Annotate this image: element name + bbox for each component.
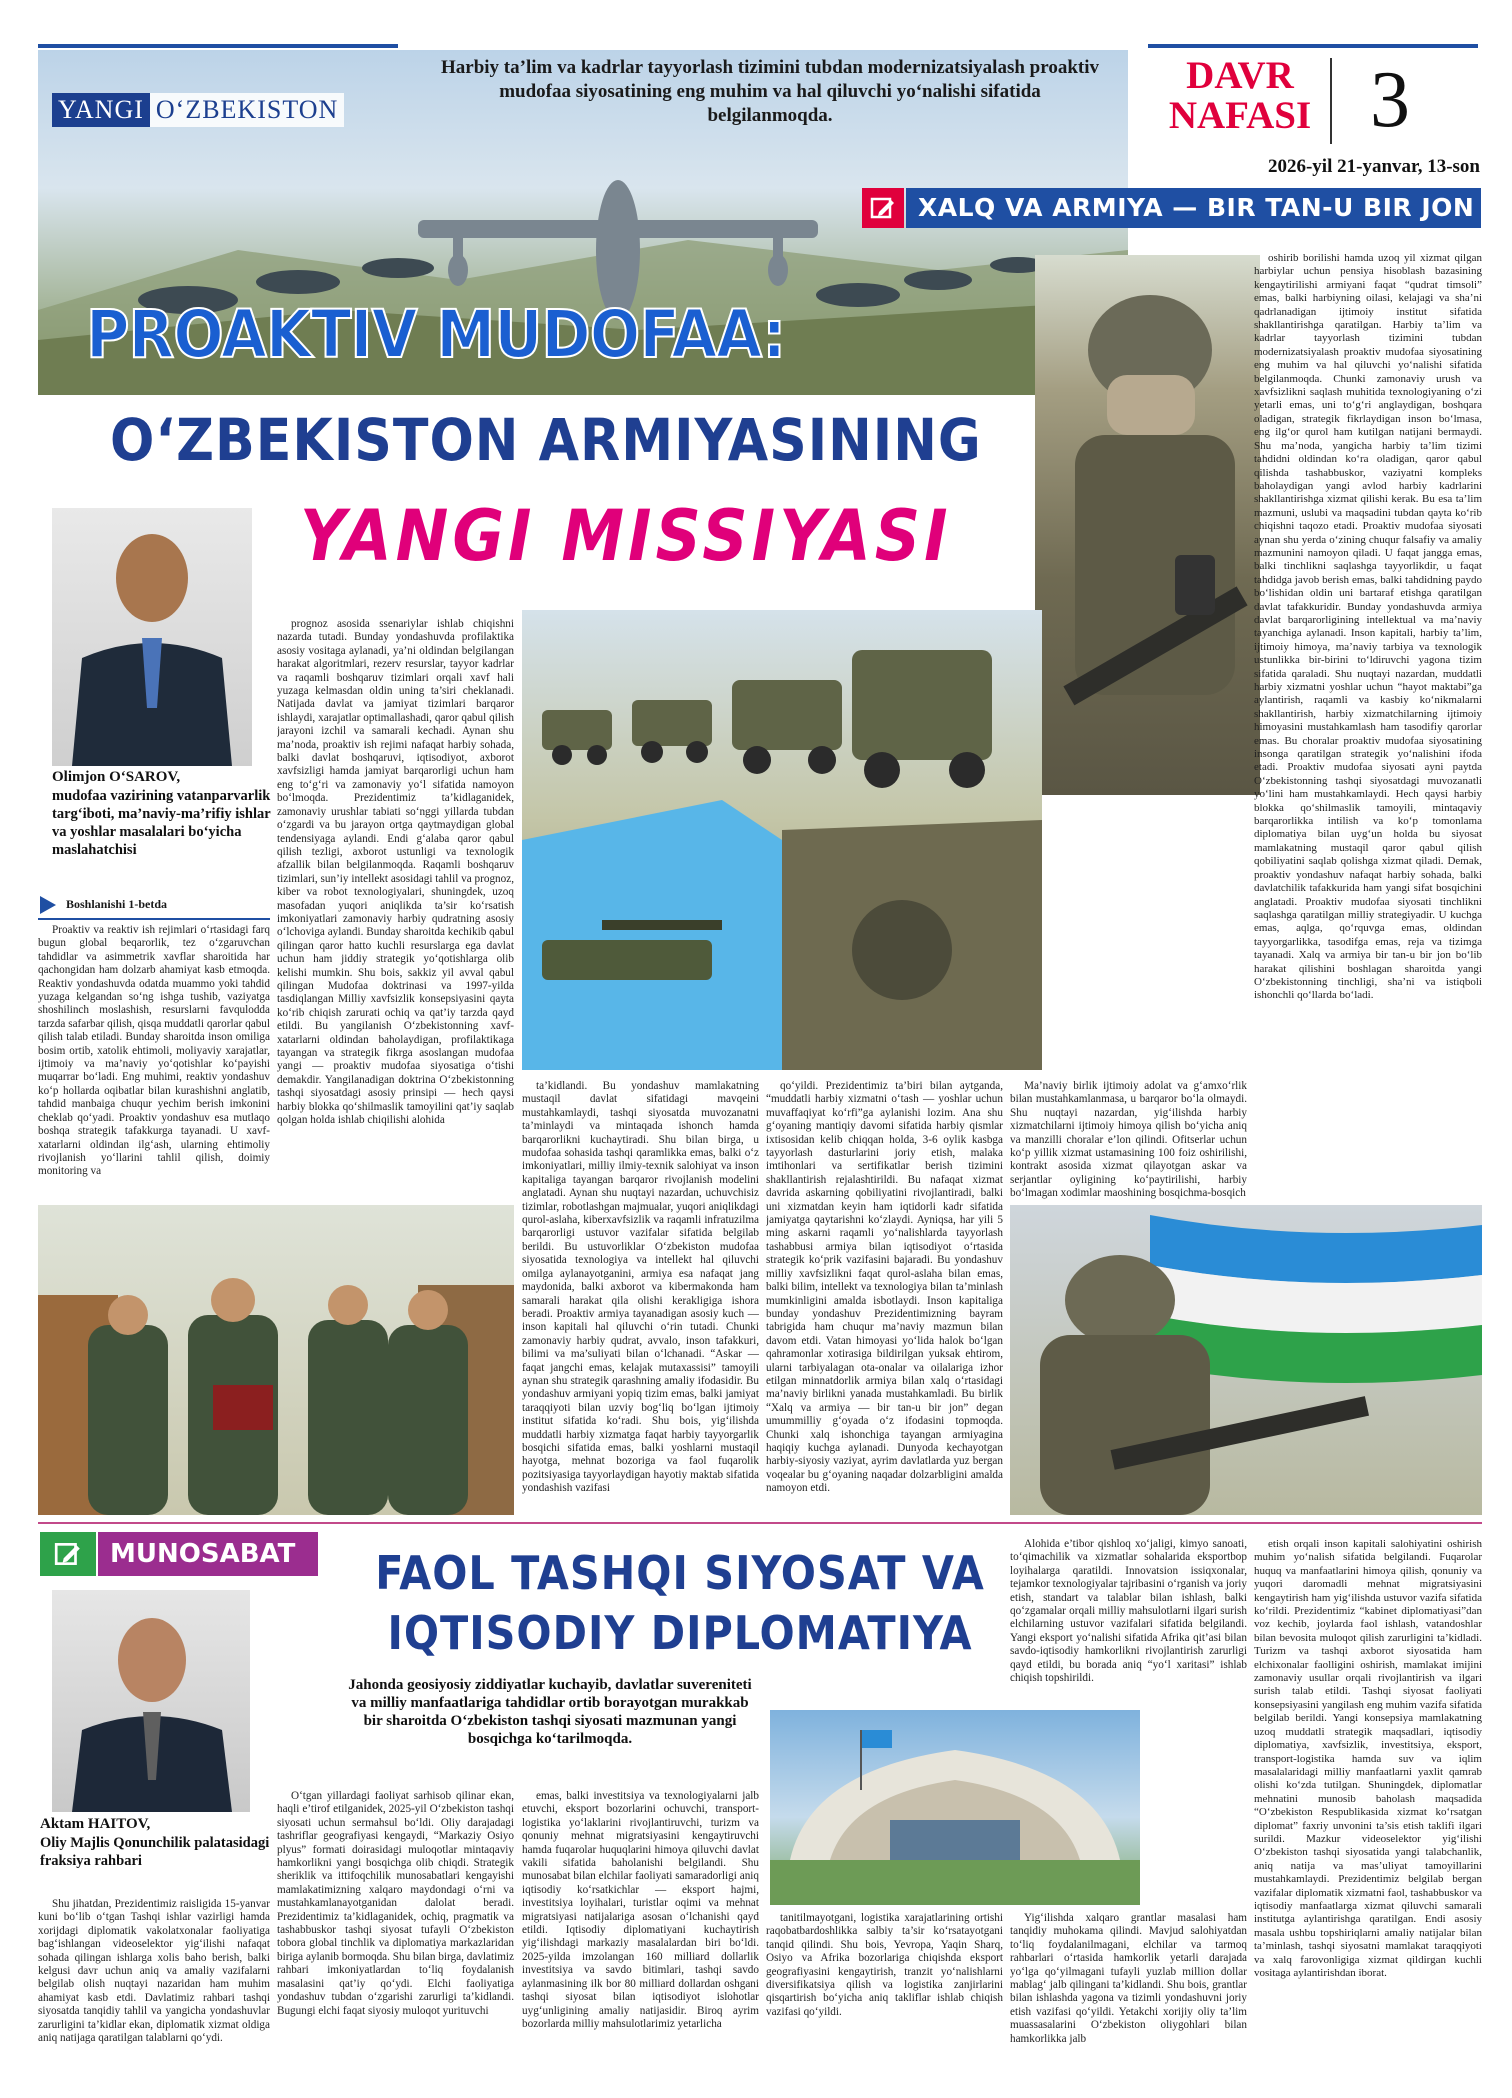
- article2-col3-text: emas, balki investitsiya va texnologiyalarni jalb etuvchi, eksport bozorlarini ochuvchi, transport-logistika yo‘laklarini rivojlantiruvchi, turizm va qonuniy mehnat migratsiyasini kengaytiruvchi hamda fuqarolar huquqlarini himoya qiluvchi davlat vakili sifatida baholanishi belgilandi. Shu munosabat bilan elchilar faoliyati samaradorligi aniq iqtisodiy ko‘rsatkichlar — eksport hajmi, investitsiya loyihalari, turistlar oqimi va mehnat migratsiyasi natijalariga asosan o‘lchanishi qayd etildi. Iqtisodiy diplomatiyani kuchaytirish yig‘ilishdagi markaziy masalalardan biri bo‘ldi. 2025-yilda imzolangan 160 milliard dollarlik investitsiya va savdo bitimlari, tashqi savdo aylanmasining ilk bor 80 milliard dollardan oshgani tashqi siyosat bilan iqtisodiyot islohotlar uyg‘unligining amaliy natijasidir. Biroq ayrim bozorlarda milliy mahsulotlarimiz yetarlicha: [522, 1790, 759, 2030]
- article1-col3-text: ta’kidlandi. Bu yondashuv mamlakatning mustaqil davlat sifatidagi mavqeini mustahkamlaydi, tashqi siyosatda muvozanatni ta’minlaydi va mintaqada ishonch hamda barqarorlikni kuchaytiradi. Shu bilan birga, u mudofaa sohasida tashqi qaramlikka emas, balki o‘z imkoniyatlari, milliy ilmiy-texnik salohiyat va inson kapitaliga tayangan barqaror rivojlanish modelini anglatadi. Aynan shu nuqtayi nazardan, uchuvchisiz tizimlar, robotlashgan majmualar, yuqori aniqlikdagi qurol-aslaha, kiberxavfsizlik va raqamli infratuzilma barqarorligi ustuvor vazifalar sifatida belgilab berildi. Bu ustuvorliklar O‘zbekiston mudofaa siyosatida texnologiya va intellekt hal qiluvchi omilga aylanayotganini, armiya esa nafaqat jang maydonida, balki axborot va kibermakonda ham samarali harakat qila olishi kerakligiga ishora beradi. Proaktiv armiya tayanadigan asosiy kuch — inson kapitali hal qiluvchi o‘rin tutadi. Chunki zamonaviy harbiy qudrat, avvalo, inson tafakkuri, bilimi va ma’suliyati bilan o‘lchanadi. “Askar — faqat jangchi emas, kelajak mutaxassisi” tamoyili aynan shu strategik qarashning amaliy ifodasidir. Bu yondashuv armiyani yopiq tizim emas, balki jamiyat taraqqiyoti bilan uzviy bog‘liq bo‘lgan ijtimoiy institut sifatida ko‘radi. Shu bois, yig‘ilishda muddatli harbiy xizmatga faqat harbiy tayyorgarlik bosqichi sifatida emas, balki yoshlarni mustaqil hayotga, mehnat bozoriga va faol fuqarolik pozitsiyasiga tayyorlaydigan hayotiy maktab sifatida yondashish vazifasi: [522, 1080, 759, 1495]
- section-name-line1: DAVR: [1186, 54, 1294, 97]
- article2-col5-text: Yig‘ilishda xalqaro grantlar masalasi ham tanqidiy muhokama qilindi. Mavjud salohiyatdan to‘liq foydalanilmagani, elchilar va tarmoq rahbarlari o‘rtasida hamkorlik yetarli darajada yo‘lga qo‘yilmagani tufayli yuzlab million dollar mablag‘ jalb qilingani ta’kidlandi. Shu bois, grantlar bilan ishlashda yagona va tizimli yondashuvni joriy etish vazifasi qo‘yildi. Yetakchi xorijiy oliy ta’lim muassasalarini O‘zbekiston oliygohlari bilan hamkorlikka jalb: [1010, 1912, 1247, 2045]
- article2-col1-text: Shu jihatdan, Prezidentimiz raisligida 15-yanvar kuni bo‘lib o‘tgan Tashqi ishlar vazirligi hamda xorijdagi diplomatik vakolatxonalar faoliyatiga bag‘ishlangan videoselektor yig‘ilishi nafaqat sohada qilingan ishlarga xolis baho berish, balki kelgusi davr uchun aniq va amaliy vazifalarni belgilab olish nuqtayi nazaridan ham muhim ahamiyat kasb etdi. Davlatimiz rahbari tashqi siyosatda tanqidiy tahlil va yangicha yondashuvlar zarurligini ta’kidlar ekan, diplomatik xizmat oldiga aniq natijaga qaratilgan talablarni qo‘ydi.: [38, 1898, 270, 2045]
- flag-soldier-photo: [1010, 1205, 1482, 1515]
- article2-col2-text: O‘tgan yillardagi faoliyat sarhisob qilinar ekan, haqli e’tirof etilganidek, 2025-yil O‘zbekiston tashqi siyosati uchun sermahsul bo‘ldi. Oliy darajadagi tashriflar geografiyasi kengaydi, “Markaziy Osiyo plyus” formati doirasidagi muloqotlar mintaqaviy hamkorlikni yangi bosqichga olib chiqdi. Strategik sheriklik va ittifoqchilik munosabatlari kengayishi mamlakatimizning xalqaro maydondagi o‘rni va mustahkamlanayotganidan dalolat beradi. Prezidentimiz ta’kidlaganidek, ochiq, pragmatik va tashabbuskor tashqi siyosat tufayli O‘zbekiston tobora global tinchlik va diplomatiya markazlaridan biriga aylanib bormoqda. Shu bilan birga, davlatimiz rahbari imkoniyatlardan to‘liq foydalanish masalasini qat’iy qo‘ydi. Elchi faoliyatiga yondashuv tubdan o‘zgarishi zarurligi ta’kidlandi. Bugungi elchi faqat siyosiy muloqot yurituvchi: [277, 1790, 514, 2017]
- article1-title-line1: PROAKTIV MUDOFAA:: [86, 296, 786, 373]
- military-vehicles-photo: [522, 610, 1042, 1070]
- article1-col4-text: qo‘yildi. Prezidentimiz ta’biri bilan aytganda, “muddatli harbiy xizmatni o‘tash — yoshlar uchun muvaffaqiyat ko‘rfi”ga aylanishi lozim. Ana shu g‘oyaning mantiqiy davomi sifatida harbiy qismlar ixtisosidan kelib chiqqan holda, 3-6 oylik kasbga tayyorlash dasturlarini joriy etish, malaka imtihonlari va sertifikatlar berish tizimini shakllantirish rejalashtirildi. Bu nafaqat xizmat davrida askarning qobiliyatini rivojlantiradi, balki uni xizmatdan keyin ham iqtidorli kadr sifatida jamiyatga qaytarishni ko‘zlaydi. Ayniqsa, har yili 5 ming askarni raqamli yo‘nalishlarda tayyorlash tashabbusi armiya bilan iqtisodiyot o‘rtasida strategik ko‘prik vazifasini bajaradi. Bu yondashuv milliy xavfsizlikni faqat qurol-aslaha bilan emas, balki bilim, intellekt va texnologiya bilan ta’minlash mumkinligini amalda isbotlaydi. Inson kapitaliga bunday yondashuv Prezidentimizning bayram tabrigida ham chuqur ma’naviy mazmun bilan davom etdi. Vatan himoyasi yo‘lida halok bo‘lgan qahramonlar xotirasiga bildirilgan yuksak ehtirom, ularni tarbiyalagan ota-onalar va oilalariga izhor etilgan minnatdorlik armiya bilan xalq o‘rtasidagi ma’naviy birlikni yanada mustahkamladi. Bu birlik “Xalq va armiya — bir tan-u bir jon” degan umummilliy g‘oyada o‘z ifodasini topmoqda. Chunki xalq ishonchiga tayangan armiyagina haqiqiy kuchga aylanadi. Dunyoda kechayotgan harbiy-siyosiy vaziyat, ayrim davlatlarda yuz bergan voqealar bu g‘oyaning naqadar dolzarbligini amalda namoyon etdi.: [766, 1080, 1003, 1495]
- section-divider: [1330, 58, 1332, 144]
- header-lead: Harbiy ta’lim va kadrlar tayyorlash tizimini tubdan modernizatsiyalash proaktiv mudofaa siyosatining eng muhim va hal qiluvchi yo‘nalishi sifatida belgilanmoqda.: [440, 57, 1099, 126]
- newspaper-logo: [52, 92, 344, 128]
- munosabat-rubric: MUNOSABAT: [98, 1532, 318, 1576]
- library-soldiers-photo: [38, 1205, 514, 1515]
- logo-part1: YANGI: [52, 93, 150, 127]
- munosabat-pen-icon: [40, 1532, 96, 1576]
- article2-col7-text: etish orqali inson kapitali salohiyatini oshirish muhim yo‘nalish sifatida belgilandi. Fuqarolar huquq va manfaatlarini himoya qilish, qonuniy va yuqori daromadli mehnat migratsiyasini kengaytirish ham yig‘ilishda ustuvor vazifa sifatida ko‘rildi. Prezidentimiz “kabinet diplomatiyasi”dan voz kechib, joylarda faol ishlash, vatandoshlar bilan bevosita muloqot qilish zarurligini ta’kidladi. Turizm va tashqi axborot siyosatida ham elchixonalar faolligini oshirish, mamlakat imijini zamonaviy usullar orqali rivojlantirish va ilgari surish talab etildi. Tashqi siyosat faoliyati konsepsiyasini yangilash eng muhim vazifa sifatida belgilab berildi. Yangi konsepsiya mamlakatning uzoq muddatli strategik maqsadlari, iqtisodiy diplomatiya, xavfsizlik, investitsiya, eksport, transport-logistika hamda suv va iqlim masalalaridagi milliy manfaatlarni yaxlit qamrab olishi ko‘zda tutilgan. Shuningdek, diplomatlar mehnatini munosib baholash maqsadida “O‘zbekiston Respublikasida xizmat ko‘rsatgan diplomat” faxriy unvonini ta’sis etish taklifi ilgari surildi. Mazkur videoselektor yig‘ilishi O‘zbekiston tashqi siyosatida yangi talabchanlik, aniq natija va mas’uliyat tamoyillarini mustahkamlaydi. Prezidentimiz belgilab bergan vazifalar diplomatik xizmatni faol, tashabbuskor va iqtisodiy manfaatlarga xizmat qiluvchi samarali institutga aylantirishga qaratilgan. Endi asosiy masala ushbu topshiriqlarni amaliy natijalar bilan ta’minlash, tashqi siyosatni mamlakat taraqqiyoti va xalq farovonligiga xizmat qildirgan kuchli vositaga aylantirishdan iborat.: [1254, 1538, 1482, 1979]
- article2-col5: [1010, 1912, 1247, 2078]
- article1-col3: [522, 1080, 759, 1512]
- article1-col6-text: oshirib borilishi hamda uzoq yil xizmat qilgan harbiylar uchun pensiya hisoblash bazasining kengaytirilishi armiyani faqat “qudrat timsoli” emas, balki harbiyning oilasi, kelajagi va sha’ni qadrlanadigan ijtimoiy institut sifatida shakllantirishga qaratilgan. Harbiy ta’lim va kadrlar tayyorlash tizimini tubdan modernizatsiyalash proaktiv mudofaa siyosatining eng muhim va hal qiluvchi yo‘nalishi sifatida belgilanmoqda. Chunki zamonaviy urush va xavfsizlikni saqlash muhitida texnologiyaning o‘zi yetarli emas, uni to‘g‘ri anglaydigan, boshqara oladigan, strategik fikrlaydigan inson bo‘lmasa, eng ilg‘or qurol ham kutilgan natijani bermaydi. Shu ma’noda, yangicha harbiy ta’lim tizimi tahdidni oldindan ko‘ra oladigan, qaror qabul qilishda tashabbuskor, vaziyatni kompleks baholaydigan yangi avlod harbiy kadrlarini shakllantirishga xizmat qilishi kerak. Bu esa ta’lim mazmuni, uslubi va maqsadini tubdan qayta ko‘rib chiqishni taqozo etadi. Proaktiv mudofaa siyosati aynan shu yerda o‘zining chuqur falsafiy va amaliy mazmunini namoyon qiladi. U faqat jangga emas, balki tinchlikni saqlashga tayyorlikdir, u faqat tahdidga javob berish emas, balki tahdidning paydo bo‘lishidan oldin uni bartaraf etishga qaratilgan davlat tafakkuridir. Bunday yondashuvda armiya davlat barqarorligining intellektual va ma’naviy tayanchiga aylanadi. Inson kapitali, harbiy ta’lim, ijtimoiy himoya, ma’naviy tarbiya va texnologik ustunlikka bir-birini to‘ldiruvchi yagona tizim sifatida qaraladi. Shu nuqtayi nazardan, muddatli harbiy xizmatni yoshlar uchun “hayot maktabi”ga aylantirish, raqamli va kasbiy ko‘nikmalarni shakllantirish, harbiy xizmatchilarning ijtimoiy himoyasini mustahkamlash ham tasodifiy qarorlar emas. Bu choralar proaktiv mudofaa siyosatining insonga qaratilgan strategik yo‘nalishini ifoda etadi. Proaktiv mudofaa siyosati ayni paytda O‘zbekistonning tashqi siyosatdagi muvozanatli yo‘lini ham mustahkamlaydi. Hech qaysi harbiy blokka qo‘shilmaslik tamoyili, mintaqaviy barqarorlikka intilish va ko‘p tomonlama diplomatiya bilan uyg‘un holda bu siyosat mamlakatning mustaqil qaror qabul qilish qobiliyatini saqlab qolishga xizmat qiladi. Demak, proaktiv yondashuv nafaqat harbiy sohada, balki davlatchilik tafakkurida ham yangi sifat bosqichini anglatadi. Proaktiv mudofaa siyosati tinchlikni saqlashga qaratilgan milliy strategiyadir. U kuchga emas, aqlga, qo‘rquvga emas, oldindan tayyorgarlikka, tasodifga emas, reja va tizimga tayanadi. Xalq va armiya bir tan-u bir jon bo‘lib harakat qilishini boshlagan sharoitda yangi O‘zbekistonning tinchligi, sha’ni va istiqboli ishonchli qo‘llarda bo‘ladi.: [1254, 252, 1482, 1002]
- author2-photo: [52, 1590, 250, 1812]
- article1-col2: [277, 618, 514, 1192]
- author1-name: Olimjon O‘SAROV,: [52, 769, 181, 785]
- article2-col4-text: tanitilmayotgani, logistika xarajatlarining ortishi raqobatbardoshlikka salbiy ta’sir ko‘rsatayotgani tanqid qilindi. Shu bois, Yevropa, Yaqin Sharq, Osiyo va Afrika bozorlariga chiqishda eksport geografiyasini kengaytirish, tranzit yo‘nalishlarni diversifikatsiya qilish va logistika zanjirlarini qisqartirish bo‘yicha aniq takliflar ishlab chiqish vazifasi qo‘yildi.: [766, 1912, 1003, 2018]
- article1-col4: [766, 1080, 1003, 1512]
- article2-col7: [1254, 1538, 1482, 2078]
- article2-col3: [522, 1790, 759, 2078]
- article1-col6: [1254, 252, 1482, 1200]
- soldier-photo: [1035, 255, 1260, 795]
- continued-note: Boshlanishi 1-betda: [66, 897, 168, 911]
- article2-col1: [38, 1898, 270, 2078]
- pen-icon: [862, 188, 904, 228]
- author2-name: Aktam HAITOV,: [40, 1816, 151, 1832]
- article2-col6-text: Alohida e’tibor qishloq xo‘jaligi, kimyo sanoati, to‘qimachilik va xizmatlar sohalarida eksportbop loyihalarga qaratildi. Innovatsion issiqxonalar, tejamkor texnologiyalar tajribasini o‘rganish va joriy etish, standart va talablar bilan ishlash, balki qo‘zgamalar orqali milliy mahsulotlarni ilgari surish elchilarning ustuvor vazifalari sifatida belgilandi. Yangi eksport yo‘nalishi sifatida Afrika qit’asi bilan savdo-iqtisodiy hamkorlikni rivojlantirish zarurligi qayd etildi, bu borada aniq “yo‘l xaritasi” ishlab chiqish topshirildi.: [1010, 1538, 1247, 1685]
- article1-col1: [38, 924, 270, 1192]
- article2-title-line1: FAOL TASHQI SIYOSAT VA: [375, 1546, 985, 1600]
- article2-col6: [1010, 1538, 1247, 1706]
- continued-arrow-icon: [40, 896, 56, 914]
- article2-col4: [766, 1912, 1003, 2078]
- header-blue-line: [38, 44, 398, 48]
- article1-col5-text: Ma’naviy birlik ijtimoiy adolat va g‘amxo‘rlik bilan mustahkamlanmasa, u barqaror bo‘la olmaydi. Shu nuqtayi nazardan, yig‘ilishda harbiy xizmatchilarni ijtimoiy himoya qilish bo‘yicha aniq va manzilli choralar e’lon qilindi. Ofitserlar uchun ko‘p yillik xizmat ustamasining 100 foiz oshirilishi, kontrakt asosida xizmat qilayotgan askar va serjantlar oyligining ko‘paytirilishi, harbiy bo‘lmagan xodimlar maoshining bosqichma-bosqich: [1010, 1080, 1247, 1200]
- article2-col2: [277, 1790, 514, 2078]
- article1-col2-text: prognoz asosida ssenariylar ishlab chiqishni nazarda tutadi. Bunday yondashuvda profilaktika asosiy vositaga aylanadi, ya’ni oldindan belgilangan harakat algoritmlari, rezerv resurslar, tayyor kadrlar va raqamli boshqaruv tizimlari orqali xavf hali yuzaga kelmasdan oldin uning ta’siri cheklanadi. Natijada davlat va jamiyat tizimlari barqaror ishlaydi, xarajatlar optimallashadi, qaror qabul qilish jarayoni izchil va samarali kechadi. Aynan shu ma’noda, proaktiv ish rejimi nafaqat harbiy sohada, balki davlat boshqaruvi, iqtisodiyot, axborot xavfsizligi hamda jamiyat barqarorligi uchun ham eng to‘g‘ri va zamonaviy yo‘l sifatida namoyon bo‘lmoqda. Prezidentimiz ta’kidlaganidek, zamonaviy urushlar tabiati so‘nggi yillarda tubdan o‘zgardi va bu jarayon ortga qaytmaydigan global tendensiyaga aylandi. Endi g‘alaba qaror qabul qilish tezligi, axborot ustunligi va texnologik afzallik bilan belgilanmoqda. Raqamli boshqaruv tizimlari, sun’iy intellekt asosidagi tahlil va prognoz, kiber va robot texnologiyalari, shuningdek, uzoq masofadan yuqori aniqlikda ta’sir ko‘rsatish imkoniyatlari zamonaviy harbiy qudratning asosiy o‘lchoviga aylandi. Bunday sharoitda kechikib qabul qilingan qaror hatto kuchli resurslarga ega davlat uchun ham jiddiy strategik yo‘qotishlarga olib kelishi mumkin. Shu bois, sakkiz yil avval qabul qilingan Mudofaa doktrinasi va 1997-yilda tasdiqlangan Milliy xavfsizlik konsepsiyasini qayta ko‘rib chiqish zarurati ochiq va qat’iy tarzda qayd etildi. Bu yangilanish O‘zbekistonning xavf-xatarlarni oldindan baholaydigan, profilaktikaga tayangan va strategik fikrga asoslangan mudofaa yangi — proaktiv mudofaa siyosatiga o‘tishi demakdir. Yangilanadigan doktrina O‘zbekistonning tashqi siyosatdagi asosiy prinsipi — hech qaysi harbiy blokka qo‘shilmaslik tamoyilini qat’iy saqlab qolgan holda ishlab chiqilishi alohida: [277, 618, 514, 1127]
- page-number: 3: [1370, 56, 1410, 144]
- author2-role: Oliy Majlis Qonunchilik palatasidagi fraksiya rahbari: [40, 1835, 270, 1869]
- issue-date: 2026-yil 21-yanvar, 13-son: [1267, 156, 1480, 177]
- article2-title-line2: IQTISODIY DIPLOMATIYA: [387, 1606, 973, 1660]
- article-divider: [38, 1522, 1482, 1524]
- section-name-line2: NAFASI: [1168, 94, 1312, 137]
- congress-building-photo: [770, 1710, 1140, 1905]
- section-name: [1160, 56, 1320, 136]
- logo-part2: O‘ZBEKISTON: [150, 93, 344, 127]
- article2-lead: Jahonda geosiyosiy ziddiyatlar kuchayib, davlatlar suvereniteti va milliy manfaatlariga tahdidlar ortib borayotgan murakkab bir sharoitda O‘zbekiston tashqi siyosati mazmunan yangi bosqichga ko‘tarilmoqda.: [348, 1677, 752, 1747]
- article1-title-line2: O‘ZBEKISTON ARMIYASINING: [110, 406, 982, 474]
- article1-col5: [1010, 1080, 1247, 1200]
- article1-title-line3: YANGI MISSIYASI: [300, 495, 952, 577]
- article1-col1-text: Proaktiv va reaktiv ish rejimlari o‘rtasidagi farq bugun global beqarorlik, tez o‘zgaruvchan tahdidlar va asimmetrik xavflar sharoitida har qachongidan ham dolzarb ahamiyat kasb etmoqda. Reaktiv yondashuvda odatda muammo yoki tahdid yuzaga kelgandan so‘ng ishga tushib, vaziyatga shoshilinch moslashish, resurslarni favqulodda tarzda safarbar qilish, qisqa muddatli qarorlar qabul qilish talab etiladi. Bunday sharoitda inson omiliga bosim ortib, xatolik ehtimoli, moliyaviy xarajatlar, ijtimoiy va ma’naviy yo‘qotishlar ko‘payishi muqarrar bo‘ladi. Eng muhimi, reaktiv yondashuv ko‘p hollarda oqibatlar bilan kurashishni anglatib, tahdid manbaiga chuqur yechim berish imkonini cheklab qo‘yadi. Proaktiv yondashuv esa mutlaqo boshqa strategik tafakkurga tayanadi. U xavf-xatarlarni oldindan ilg‘ash, ularning ehtimoliy rivojlanish yo‘llarini tahlil qilish, doimiy monitoring va: [38, 924, 270, 1178]
- author1-role: mudofaa vazirining vatanparvarlik targ‘iboti, ma’naviy-ma’rifiy ishlar va yoshlar masalalari bo‘yicha maslahatchisi: [52, 788, 271, 858]
- section-rubric: XALQ VA ARMIYA — BIR TAN-U BIR JON: [906, 188, 1481, 228]
- continued-rule: [38, 918, 270, 920]
- author1-photo: [52, 508, 252, 766]
- header-blue-line-right: [1148, 44, 1478, 48]
